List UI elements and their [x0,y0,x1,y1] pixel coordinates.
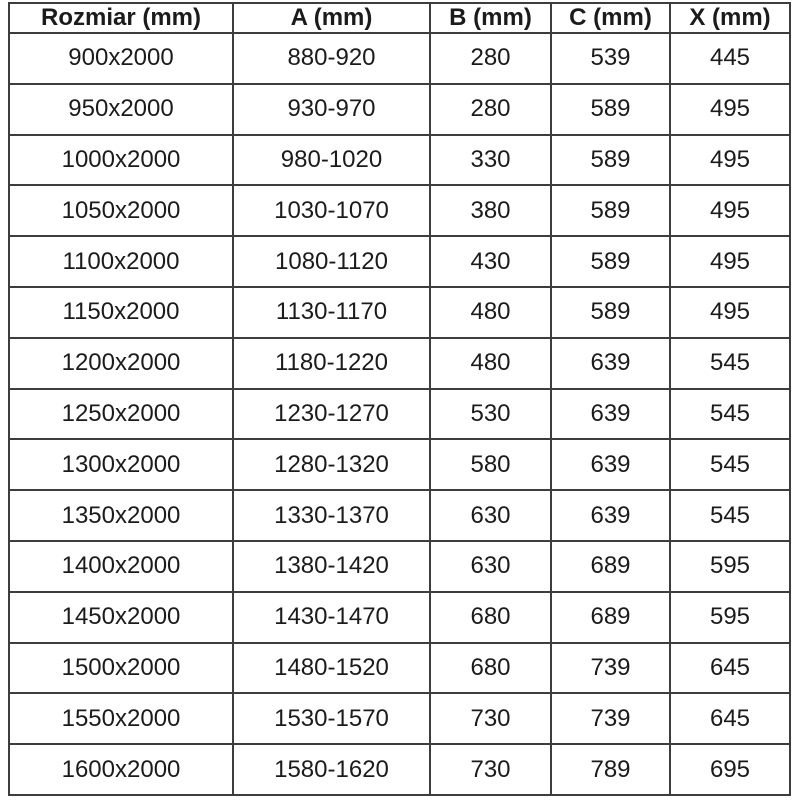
cell-a: 1380-1420 [233,541,430,592]
cell-rozmiar: 1050x2000 [9,185,233,236]
cell-x: 595 [670,541,790,592]
cell-rozmiar: 1500x2000 [9,643,233,694]
header-cell-b: B (mm) [430,3,551,33]
size-spec-table-container [8,2,791,796]
cell-b: 730 [430,693,551,744]
cell-x: 495 [670,135,790,186]
table-row [9,287,790,338]
cell-x: 595 [670,592,790,643]
cell-rozmiar: 1250x2000 [9,389,233,440]
cell-a: 1030-1070 [233,185,430,236]
cell-a: 880-920 [233,33,430,84]
cell-rozmiar: 1200x2000 [9,338,233,389]
cell-c: 639 [551,338,670,389]
cell-a: 1230-1270 [233,389,430,440]
table-row [9,744,790,795]
table-row [9,389,790,440]
cell-x: 495 [670,236,790,287]
cell-b: 680 [430,643,551,694]
cell-b: 730 [430,744,551,795]
cell-x: 495 [670,287,790,338]
header-cell-rozmiar: Rozmiar (mm) [9,3,233,33]
cell-c: 589 [551,84,670,135]
cell-rozmiar: 1400x2000 [9,541,233,592]
cell-b: 280 [430,84,551,135]
table-row [9,185,790,236]
table-row [9,439,790,490]
cell-c: 789 [551,744,670,795]
table-row [9,338,790,389]
cell-x: 645 [670,643,790,694]
cell-b: 330 [430,135,551,186]
cell-rozmiar: 1600x2000 [9,744,233,795]
cell-a: 1430-1470 [233,592,430,643]
cell-a: 1480-1520 [233,643,430,694]
header-row [9,3,790,33]
cell-b: 380 [430,185,551,236]
cell-x: 545 [670,338,790,389]
cell-rozmiar: 950x2000 [9,84,233,135]
table-row [9,643,790,694]
cell-b: 430 [430,236,551,287]
table-row [9,592,790,643]
cell-a: 1330-1370 [233,490,430,541]
size-spec-table [8,2,791,796]
cell-b: 530 [430,389,551,440]
cell-rozmiar: 1300x2000 [9,439,233,490]
cell-c: 539 [551,33,670,84]
cell-a: 980-1020 [233,135,430,186]
cell-c: 739 [551,693,670,744]
cell-a: 1180-1220 [233,338,430,389]
cell-c: 689 [551,541,670,592]
cell-b: 680 [430,592,551,643]
cell-a: 1130-1170 [233,287,430,338]
cell-rozmiar: 1100x2000 [9,236,233,287]
cell-x: 645 [670,693,790,744]
cell-c: 589 [551,236,670,287]
cell-c: 639 [551,439,670,490]
table-row [9,693,790,744]
cell-rozmiar: 1350x2000 [9,490,233,541]
cell-x: 495 [670,84,790,135]
cell-a: 1580-1620 [233,744,430,795]
header-cell-c: C (mm) [551,3,670,33]
cell-c: 589 [551,135,670,186]
cell-b: 630 [430,490,551,541]
table-row [9,541,790,592]
cell-c: 639 [551,389,670,440]
cell-c: 739 [551,643,670,694]
cell-a: 1530-1570 [233,693,430,744]
cell-c: 589 [551,185,670,236]
table-row [9,33,790,84]
cell-x: 545 [670,439,790,490]
header-cell-x: X (mm) [670,3,790,33]
cell-b: 580 [430,439,551,490]
cell-x: 495 [670,185,790,236]
cell-rozmiar: 900x2000 [9,33,233,84]
cell-rozmiar: 1150x2000 [9,287,233,338]
cell-a: 1280-1320 [233,439,430,490]
cell-x: 695 [670,744,790,795]
table-row [9,236,790,287]
cell-b: 480 [430,338,551,389]
cell-b: 480 [430,287,551,338]
cell-b: 280 [430,33,551,84]
cell-x: 445 [670,33,790,84]
header-cell-a: A (mm) [233,3,430,33]
cell-rozmiar: 1550x2000 [9,693,233,744]
cell-a: 1080-1120 [233,236,430,287]
cell-rozmiar: 1450x2000 [9,592,233,643]
cell-x: 545 [670,389,790,440]
table-row [9,84,790,135]
table-row [9,490,790,541]
cell-a: 930-970 [233,84,430,135]
cell-b: 630 [430,541,551,592]
cell-c: 639 [551,490,670,541]
cell-c: 689 [551,592,670,643]
cell-x: 545 [670,490,790,541]
cell-rozmiar: 1000x2000 [9,135,233,186]
cell-c: 589 [551,287,670,338]
table-row [9,135,790,186]
